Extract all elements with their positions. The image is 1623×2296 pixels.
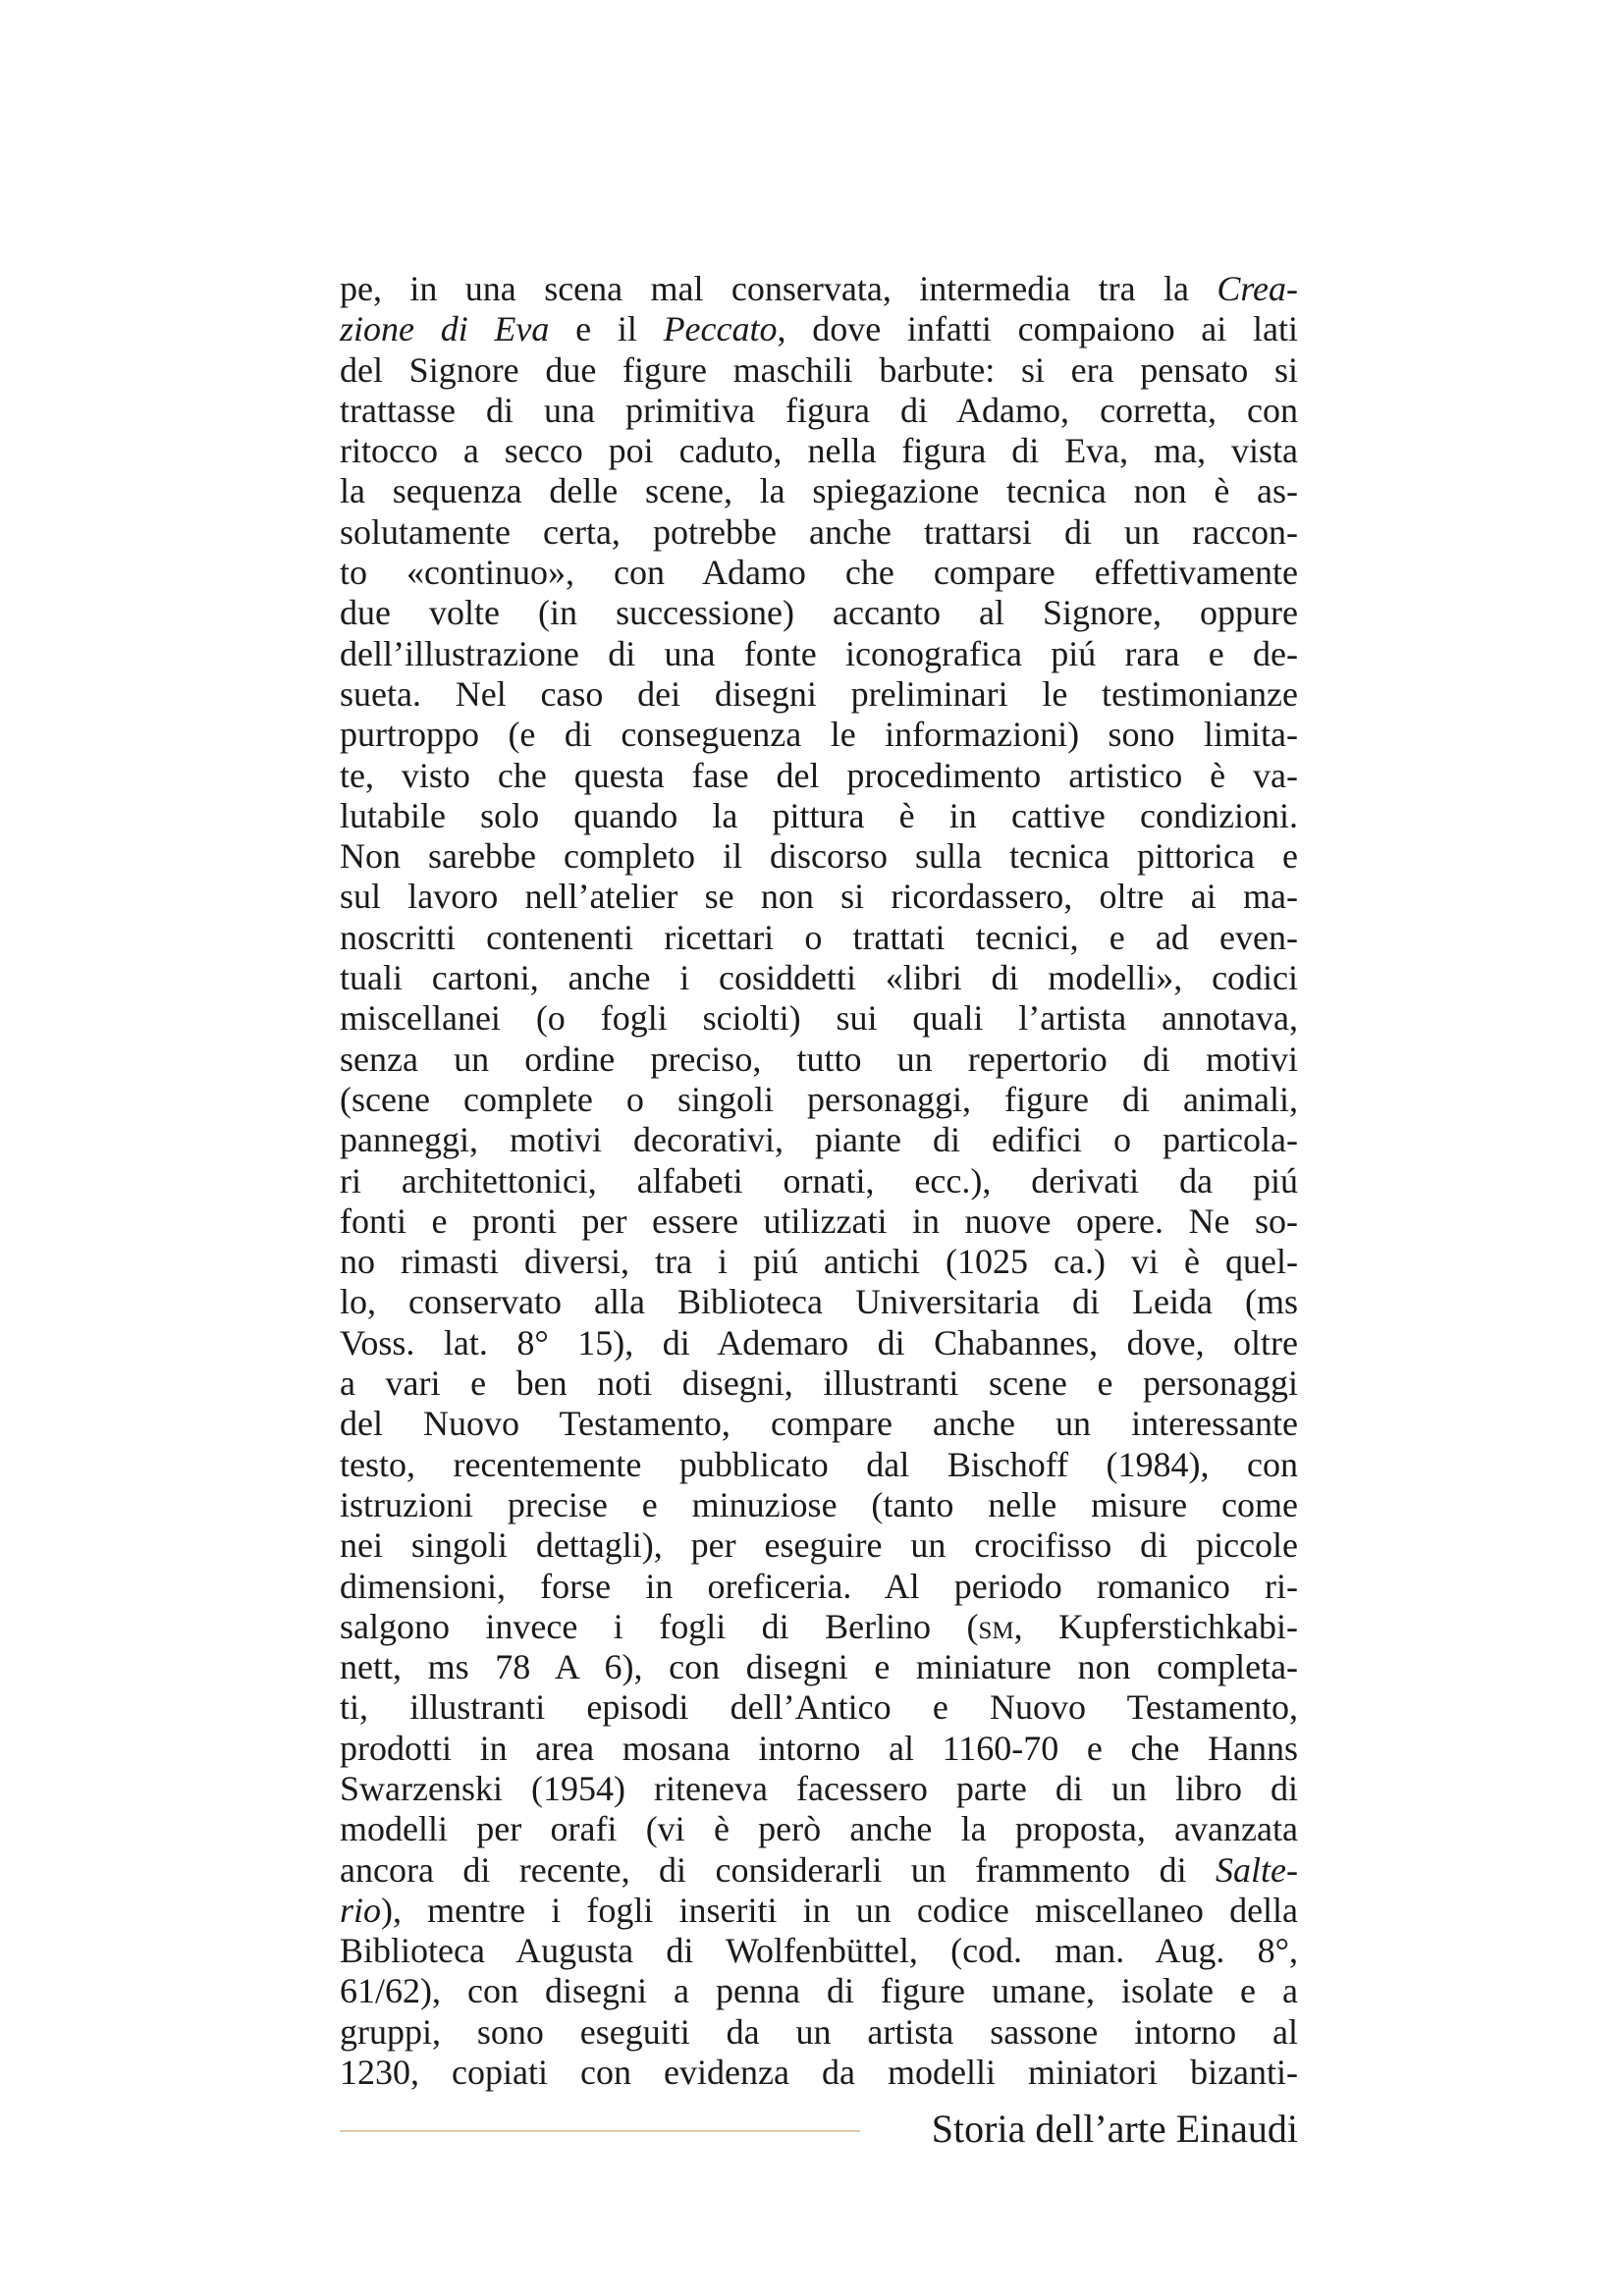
text-line <box>340 2053 1298 2093</box>
text-line <box>340 309 1298 349</box>
text-line <box>340 1445 1298 1485</box>
text-line <box>340 877 1298 917</box>
text-segment: nei singoli dettagli), per eseguire un crocifisso di piccole <box>340 1525 1299 1566</box>
text-line <box>340 1282 1298 1322</box>
text-line <box>340 1040 1298 1080</box>
text-segment: , dove infatti compaiono ai lati <box>777 309 1298 349</box>
text-segment: prodotti in area mosana intorno al 1160-70 e che Hanns <box>340 1728 1299 1768</box>
text-line <box>340 1120 1298 1160</box>
text-segment: 1230, copiati con evidenza da modelli miniatori bizanti- <box>340 2053 1299 2093</box>
text-line <box>340 391 1298 431</box>
footer-title: Storia dell’arte Einaudi <box>931 2107 1298 2151</box>
text-segment: Voss. lat. 8° 15), di Ademaro di Chabannes, dove, oltre <box>340 1322 1299 1362</box>
text-line <box>340 1931 1298 1971</box>
text-line <box>340 1525 1298 1566</box>
text-segment: dimensioni, forse in oreficeria. Al periodo romanico ri- <box>340 1566 1299 1606</box>
text-segment: lo, conservato alla Biblioteca Universitaria di Leida (ms <box>340 1282 1299 1322</box>
text-line <box>340 1567 1298 1607</box>
text-segment: ritocco a secco poi caduto, nella figura di Eva, ma, vista <box>340 431 1298 471</box>
text-segment: pe, in una scena mal conservata, intermedia tra la <box>340 269 1217 308</box>
text-segment: ri architettonici, alfabeti ornati, ecc.), derivati da piú <box>340 1160 1298 1201</box>
text-segment: ti, illustranti episodi dell’Antico e Nuovo Testamento, <box>340 1687 1299 1728</box>
text-segment: salgono invece i fogli di Berlino ( <box>340 1606 979 1646</box>
text-segment: purtroppo (e di conseguenza le informazioni) sono limita- <box>340 715 1298 755</box>
text-line <box>340 269 1298 309</box>
text-segment: del Nuovo Testamento, compare anche un interessante <box>340 1404 1299 1444</box>
text-segment: Non sarebbe completo il discorso sulla tecnica pittorica e <box>340 836 1298 877</box>
text-segment: solutamente certa, potrebbe anche trattarsi di un raccon- <box>340 511 1298 552</box>
text-line <box>340 471 1298 511</box>
text-line <box>340 350 1298 391</box>
text-line <box>340 593 1298 633</box>
text-line <box>340 1809 1298 1849</box>
text-line <box>340 1769 1298 1809</box>
text-segment: 61/62), con disegni a penna di figure umane, isolate e a <box>340 1971 1298 2011</box>
text-segment: a vari e ben noti disegni, illustranti scene e personaggi <box>340 1363 1298 1404</box>
text-line <box>340 918 1298 958</box>
text-segment: Salte- <box>1215 1849 1298 1890</box>
text-line <box>340 2012 1298 2053</box>
text-line <box>340 1363 1298 1404</box>
text-line <box>340 634 1298 674</box>
text-segment: nett, ms 78 A 6), con disegni e miniature non completa- <box>340 1647 1299 1687</box>
text-segment: lutabile solo quando la pittura è in cattive condizioni. <box>340 795 1298 835</box>
text-line <box>340 512 1298 553</box>
text-line <box>340 1687 1298 1728</box>
text-line <box>340 674 1298 715</box>
text-line <box>340 1404 1298 1444</box>
body-text <box>340 269 1298 2093</box>
text-segment: panneggi, motivi decorativi, piante di edifici o particola- <box>340 1120 1299 1160</box>
text-line <box>340 1647 1298 1687</box>
text-line <box>340 1242 1298 1282</box>
text-segment: del Signore due figure maschili barbute: si era pensato si <box>340 349 1298 390</box>
text-segment: senza un ordine preciso, tutto un repertorio di motivi <box>340 1039 1299 1079</box>
text-segment: la sequenza delle scene, la spiegazione tecnica non è as- <box>340 471 1298 511</box>
text-segment: testo, recentemente pubblicato dal Bischoff (1984), con <box>340 1444 1298 1484</box>
text-segment: no rimasti diversi, tra i piú antichi (1025 ca.) vi è quel- <box>340 1242 1299 1282</box>
text-line <box>340 1891 1298 1931</box>
text-segment: sm <box>978 1606 1014 1646</box>
text-line <box>340 1485 1298 1525</box>
text-segment: Biblioteca Augusta di Wolfenbüttel, (cod. man. Aug. 8°, <box>340 1931 1298 1971</box>
text-line <box>340 1729 1298 1769</box>
text-segment: Crea- <box>1217 269 1299 308</box>
text-segment: istruzioni precise e minuziose (tanto nelle misure come <box>340 1484 1298 1524</box>
text-segment: (scene complete o singoli personaggi, figure di animali, <box>340 1079 1298 1119</box>
text-line <box>340 1971 1298 2011</box>
text-line <box>340 553 1298 593</box>
text-segment: zione di Eva <box>340 309 550 349</box>
text-segment: rio <box>340 1890 382 1930</box>
text-line <box>340 796 1298 836</box>
text-segment: , Kupferstichkabi- <box>1013 1606 1298 1646</box>
text-segment: due volte (in successione) accanto al Signore, oppure <box>340 593 1299 633</box>
text-line <box>340 431 1298 471</box>
text-segment: ancora di recente, di considerarli un frammento di <box>340 1849 1216 1890</box>
text-line <box>340 958 1298 998</box>
text-line <box>340 715 1298 755</box>
text-segment: e il <box>549 309 664 349</box>
text-line <box>340 756 1298 796</box>
text-segment: gruppi, sono eseguiti da un artista sassone intorno al <box>340 2011 1298 2052</box>
text-segment: fonti e pronti per essere utilizzati in nuove opere. Ne so- <box>340 1201 1299 1241</box>
text-segment: miscellanei (o fogli sciolti) sui quali l’artista annotava, <box>340 998 1299 1039</box>
text-segment: trattasse di una primitiva figura di Adamo, corretta, con <box>340 390 1298 430</box>
text-line <box>340 1323 1298 1363</box>
text-segment: noscritti contenenti ricettari o trattati tecnici, e ad even- <box>340 917 1299 957</box>
text-segment: sueta. Nel caso dei disegni preliminari le testimonianze <box>340 673 1298 714</box>
text-segment: tuali cartoni, anche i cosiddetti «libri di modelli», codici <box>340 958 1299 998</box>
text-segment: dell’illustrazione di una fonte iconografica piú rara e de- <box>340 633 1298 673</box>
text-segment: sul lavoro nell’atelier se non si ricordassero, oltre ai ma- <box>340 877 1298 917</box>
text-segment: to «continuo», con Adamo che compare effettivamente <box>340 553 1299 593</box>
text-line <box>340 1161 1298 1201</box>
text-line <box>340 1201 1298 1242</box>
text-segment: te, visto che questa fase del procedimento artistico è va- <box>340 755 1298 795</box>
text-line <box>340 1850 1298 1891</box>
text-segment: ), mentre i fogli inseriti in un codice miscellaneo della <box>381 1890 1299 1930</box>
text-segment: modelli per orafi (vi è però anche la proposta, avanzata <box>340 1809 1298 1849</box>
text-segment: Swarzenski (1954) riteneva facessero parte di un libro di <box>340 1768 1299 1808</box>
text-line <box>340 836 1298 877</box>
text-line <box>340 1080 1298 1120</box>
footer-rule <box>340 2130 860 2132</box>
text-line <box>340 1607 1298 1647</box>
text-segment: Peccato <box>663 309 778 349</box>
text-line <box>340 998 1298 1039</box>
